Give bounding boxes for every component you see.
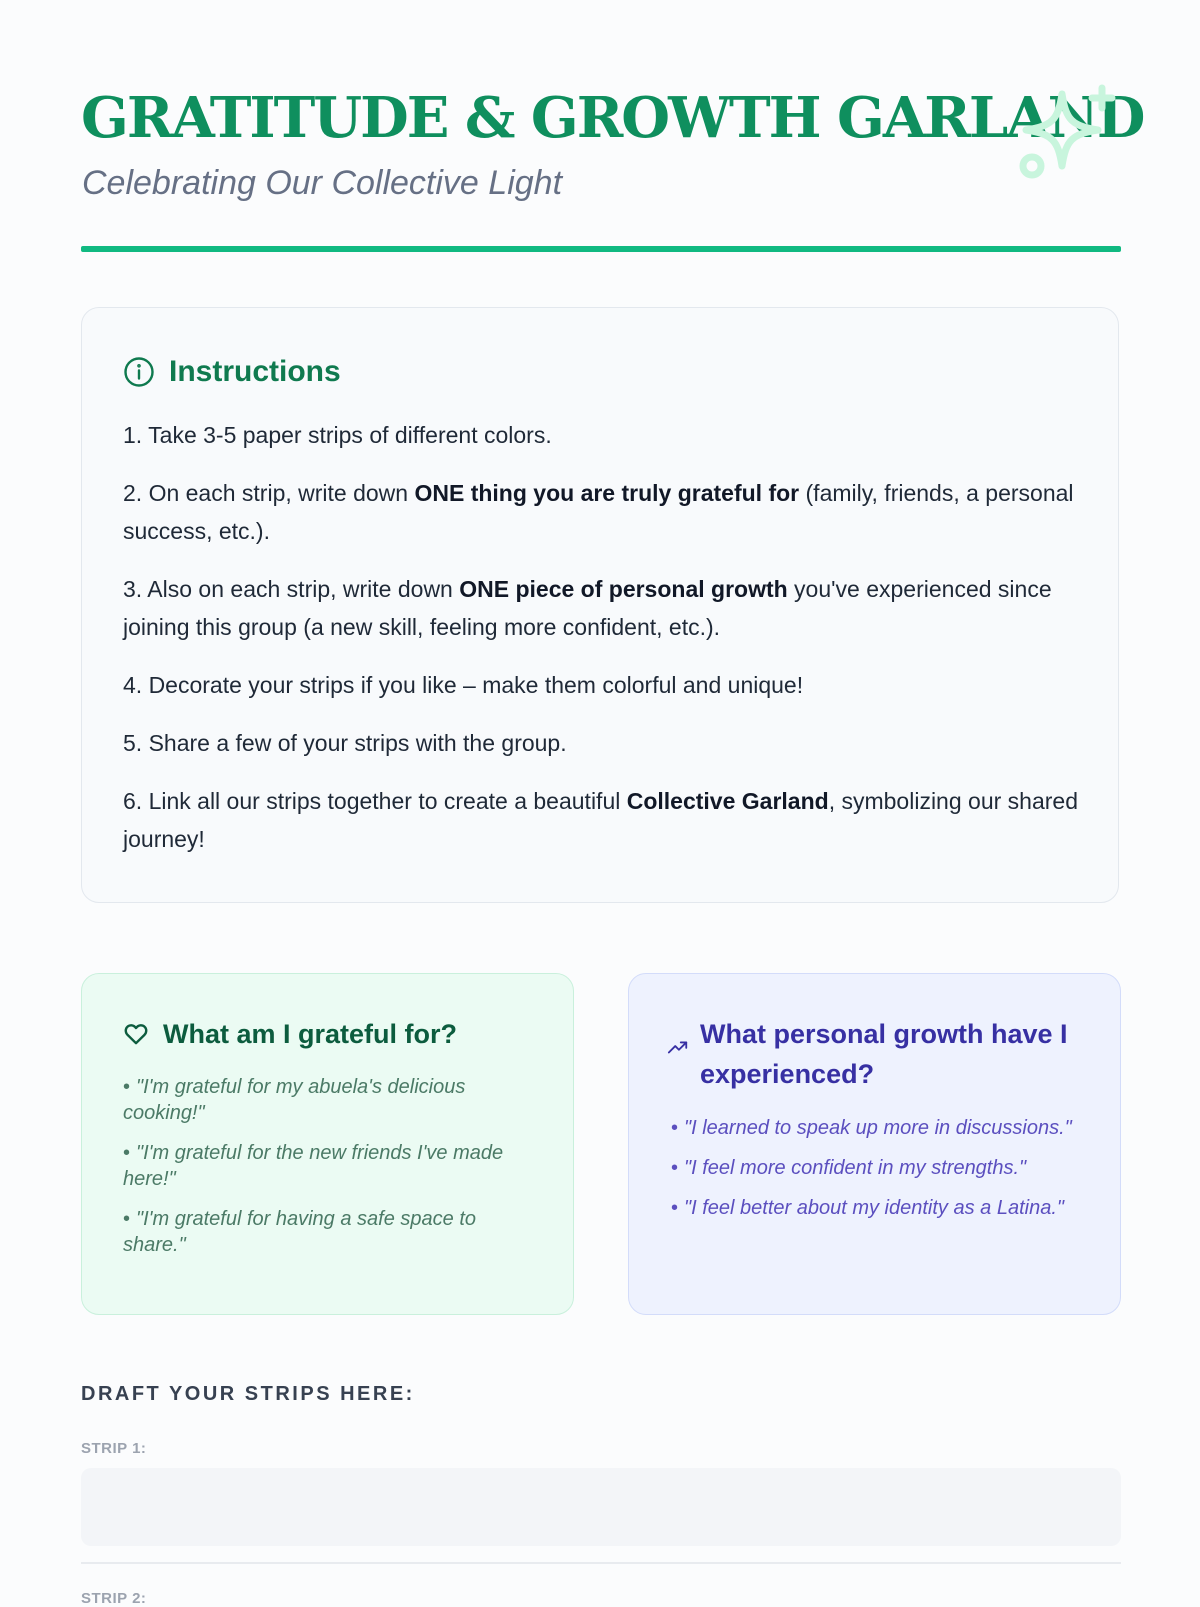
info-icon — [123, 356, 155, 388]
grateful-examples — [123, 1074, 533, 1272]
instructions-heading: Instructions — [169, 355, 341, 388]
heart-icon — [123, 1021, 149, 1047]
list-item: • "I learned to speak up more in discussions." — [671, 1117, 1072, 1139]
grateful-card — [81, 973, 574, 1315]
instruction-steps — [123, 416, 1083, 878]
growth-card-header — [667, 1014, 1090, 1094]
growth-examples — [671, 1115, 1081, 1235]
list-item: • "I'm grateful for my abuela's delicious cooking!" — [123, 1076, 466, 1124]
strip-1-label: STRIP 1: — [81, 1440, 147, 1457]
instruction-step: 6. Link all our strips together to create a beautiful Collective Garland, symbolizing our shared journey! — [123, 788, 1078, 852]
grateful-card-heading: What am I grateful for? — [163, 1019, 458, 1049]
list-item: • "I'm grateful for having a safe space to share." — [123, 1208, 477, 1256]
instructions-panel — [81, 307, 1119, 903]
draft-heading: DRAFT YOUR STRIPS HERE: — [81, 1383, 415, 1405]
growth-card-heading: What personal growth have I experienced? — [700, 1019, 1068, 1089]
strip-1-input[interactable] — [81, 1468, 1121, 1546]
grateful-card-header — [123, 1014, 457, 1054]
instructions-header — [123, 353, 341, 391]
instruction-step: 2. On each strip, write down ONE thing you are truly grateful for (family, friends, a personal success, etc.). — [123, 480, 1074, 544]
list-item: • "I feel better about my identity as a Latina." — [671, 1197, 1064, 1219]
instruction-step: 1. Take 3-5 paper strips of different colors. — [123, 422, 552, 448]
strip-2-label: STRIP 2: — [81, 1590, 147, 1607]
page-subtitle: Celebrating Our Collective Light — [82, 164, 563, 202]
strip-divider — [81, 1562, 1121, 1564]
list-item: • "I'm grateful for the new friends I've made here!" — [123, 1142, 504, 1190]
instruction-step: 5. Share a few of your strips with the group. — [123, 730, 567, 756]
sparkle-icon — [1016, 82, 1120, 186]
instruction-step: 3. Also on each strip, write down ONE piece of personal growth you've experienced since joining this group (a new skill, feeling more confident, etc.). — [123, 576, 1052, 640]
growth-card — [628, 973, 1121, 1315]
trending-up-icon — [667, 1036, 689, 1058]
instruction-step: 4. Decorate your strips if you like – make them colorful and unique! — [123, 672, 804, 698]
page-title: GRATITUDE & GROWTH GARLAND — [81, 85, 1144, 151]
title-divider — [81, 246, 1121, 252]
list-item: • "I feel more confident in my strengths." — [671, 1157, 1027, 1179]
